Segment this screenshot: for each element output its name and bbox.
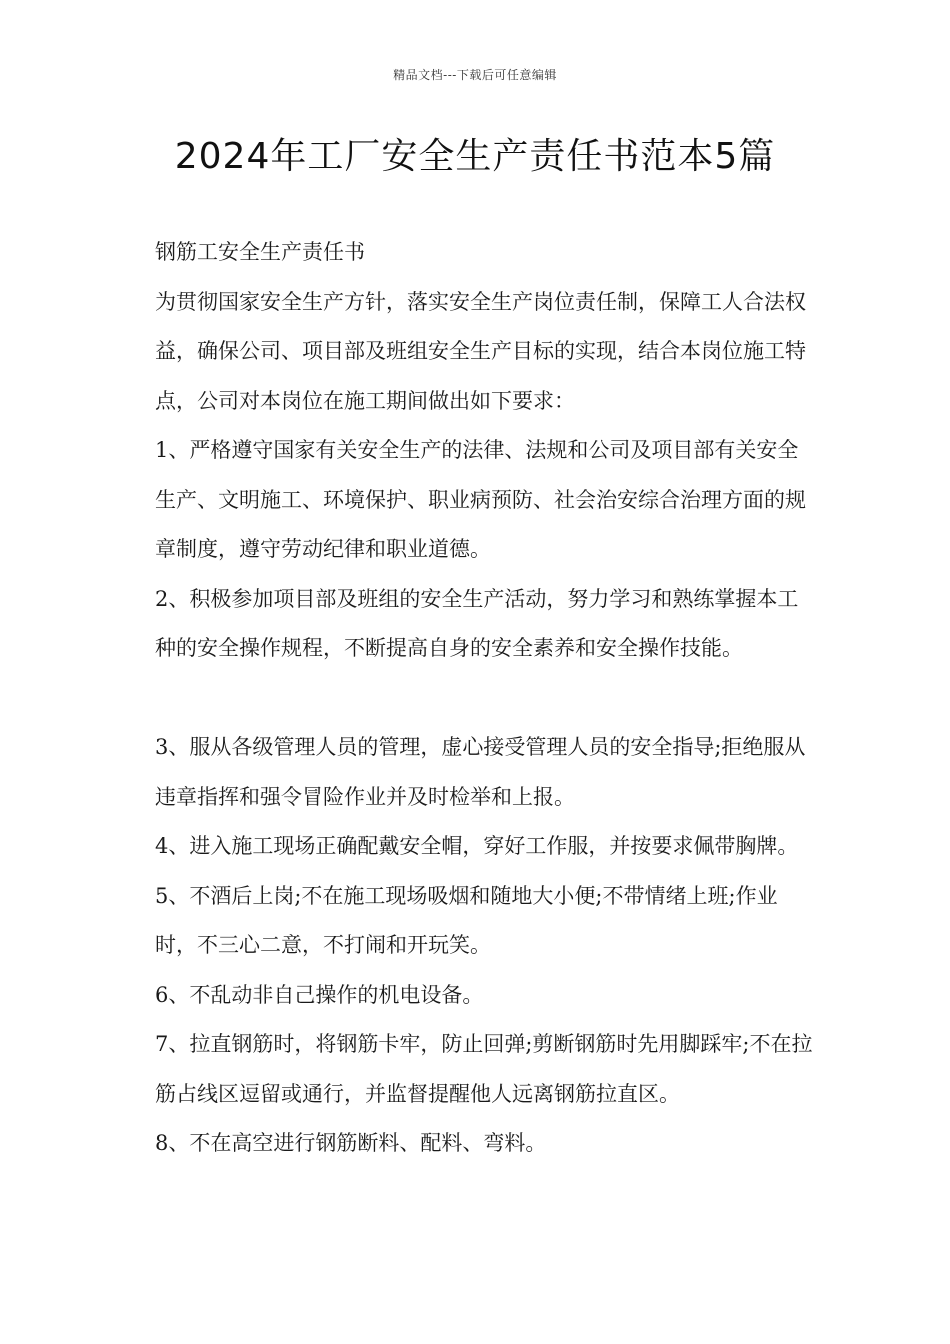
- rule-paragraph-3: 3、服从各级管理人员的管理，虚心接受管理人员的安全指导;拒绝服从违章指挥和强令冒险作业并及时检举和上报。: [155, 735, 806, 809]
- document-body: [143, 228, 815, 1169]
- header-note: 精品文档---下载后可任意编辑: [393, 68, 557, 82]
- paragraph-gap: [143, 674, 815, 724]
- rule-paragraph-6: 6、不乱动非自己操作的机电设备。: [155, 982, 484, 1007]
- document-title: 2024年工厂安全生产责任书范本5篇: [174, 136, 776, 177]
- intro-paragraph: 为贯彻国家安全生产方针，落实安全生产岗位责任制，保障工人合法权益，确保公司、项目部及班组安全生产目标的实现，结合本岗位施工特点，公司对本岗位在施工期间做出如下要求：: [155, 289, 806, 413]
- rule-paragraph-5: 5、不酒后上岗;不在施工现场吸烟和随地大小便;不带情绪上班;作业时，不三心二意，不打闹和开玩笑。: [155, 883, 778, 957]
- rule-paragraph-4: 4、进入施工现场正确配戴安全帽，穿好工作服，并按要求佩带胸牌。: [155, 834, 799, 858]
- rule-paragraph-2: 2、积极参加项目部及班组的安全生产活动，努力学习和熟练掌握本工种的安全操作规程，不断提高自身的安全素养和安全操作技能。: [155, 586, 799, 660]
- rule-paragraph-7: 7、拉直钢筋时，将钢筋卡牢，防止回弹;剪断钢筋时先用脚踩牢;不在拉筋占线区逗留或通行，并监督提醒他人远离钢筋拉直区。: [155, 1032, 813, 1106]
- rule-paragraph-1: 1、严格遵守国家有关安全生产的法律、法规和公司及项目部有关安全生产、文明施工、环境保护、职业病预防、社会治安综合治理方面的规章制度，遵守劳动纪律和职业道德。: [155, 438, 806, 561]
- section-heading: 钢筋工安全生产责任书: [155, 240, 365, 264]
- rule-paragraph-8: 8、不在高空进行钢筋断料、配料、弯料。: [155, 1131, 547, 1155]
